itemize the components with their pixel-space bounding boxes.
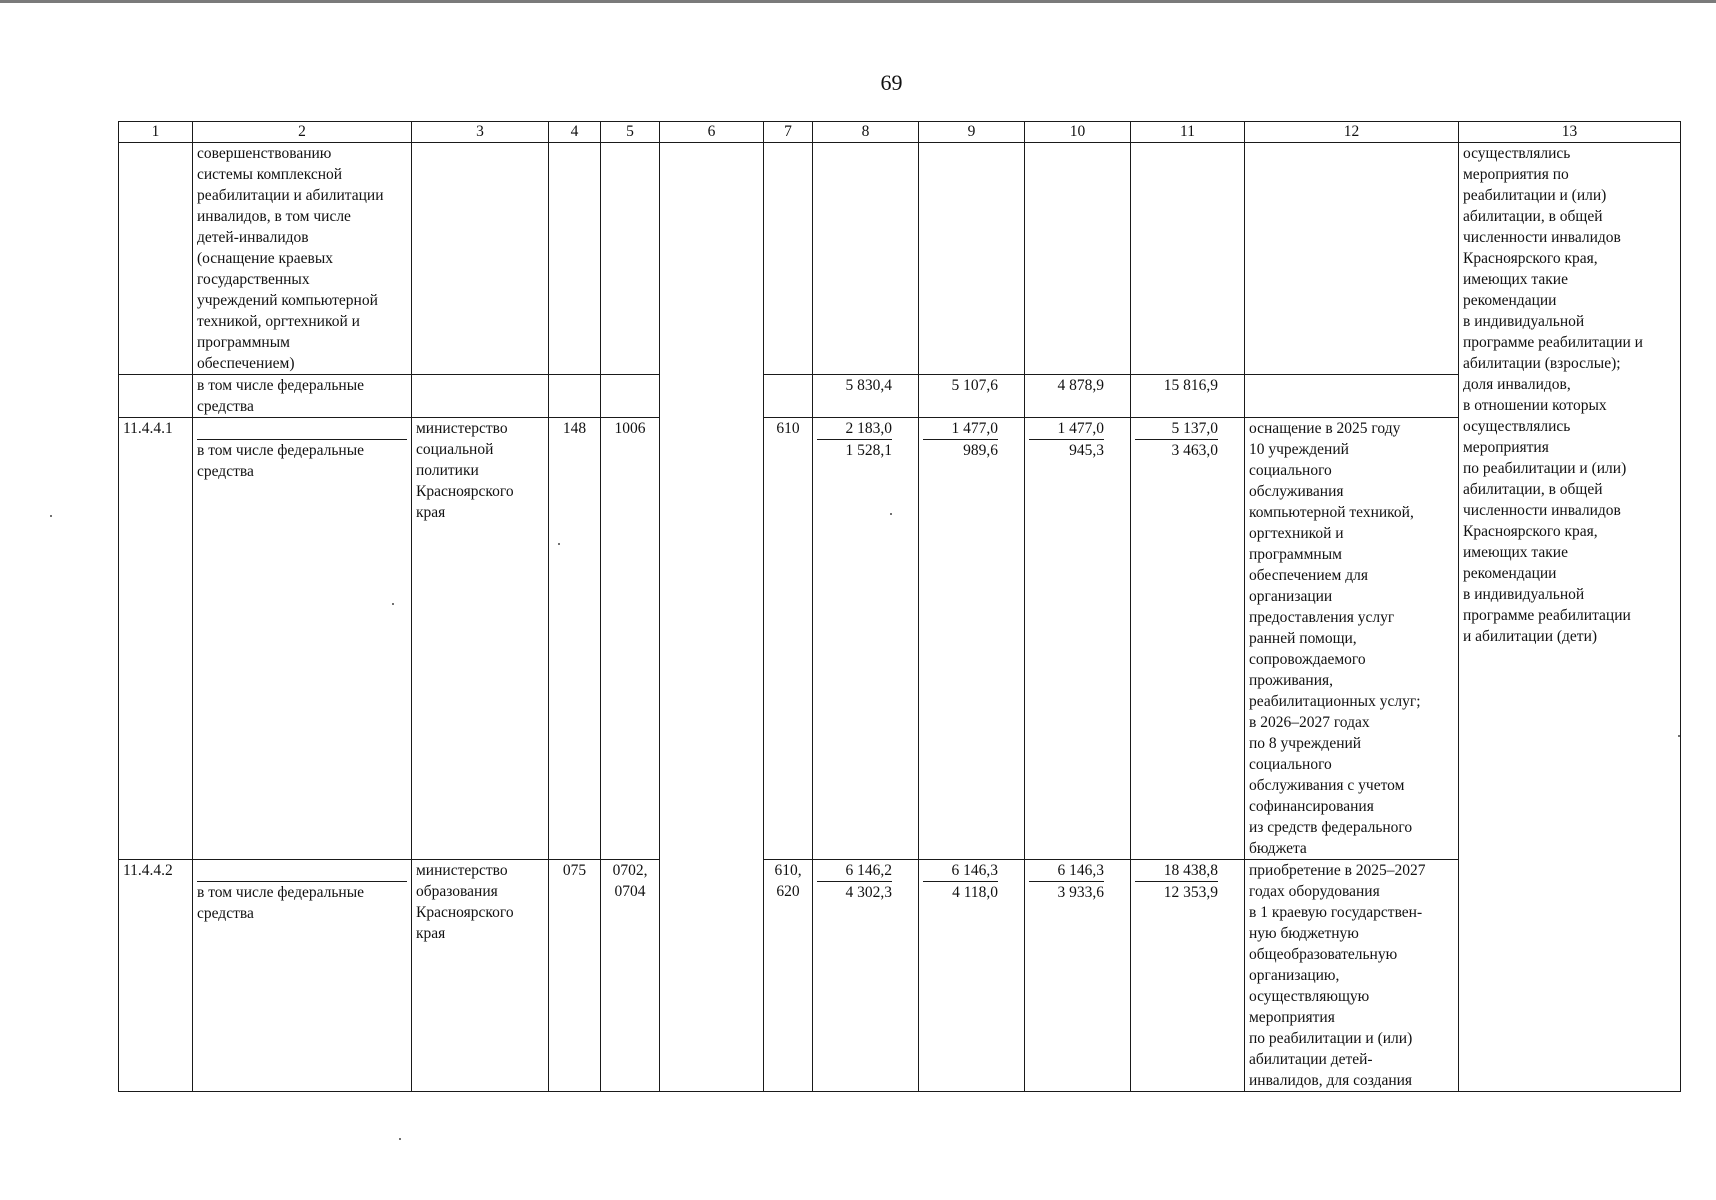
- cell-col11: [1131, 143, 1245, 375]
- header-cell: 13: [1459, 122, 1681, 143]
- scan-top-edge: [0, 0, 1716, 3]
- expense-type: 610: [764, 418, 813, 860]
- cell-col6: [660, 860, 764, 1092]
- cell-col12: [1245, 143, 1459, 375]
- section-code: 0702, 0704: [601, 860, 660, 1092]
- value-2027: 6 146,3 3 933,6: [1025, 860, 1131, 1092]
- expected-result: оснащение в 2025 году 10 учреждений социального обслуживания компьютерной техникой, оргтехникой и программным обеспечением для организации предоставления услуг ранней помощи, сопровождаемого проживания, реабилитационных услуг; в 2026–2027 годах по 8 учреждений социального обслуживания с учетом софинансирования из средств федерального бюджета: [1245, 418, 1459, 860]
- value-2027: 4 878,9: [1025, 375, 1131, 418]
- cell-col7: [764, 143, 813, 375]
- page-number: 69: [880, 70, 903, 95]
- value-2025: 5 830,4: [813, 375, 919, 418]
- header-cell: 11: [1131, 122, 1245, 143]
- cell-col7: [764, 375, 813, 418]
- value-2025: 2 183,0 1 528,1: [813, 418, 919, 860]
- table-header-row: [119, 122, 1681, 143]
- value-total: 5 137,0 3 463,0: [1131, 418, 1245, 860]
- responsible-ministry: министерство социальной политики Красноярского края: [412, 418, 549, 860]
- cell-col5: [601, 375, 660, 418]
- header-cell: 9: [919, 122, 1025, 143]
- header-cell: 3: [412, 122, 549, 143]
- scan-speck: [890, 513, 892, 515]
- header-cell: 10: [1025, 122, 1131, 143]
- federal-funds-label: в том числе федеральные средства: [193, 860, 412, 1092]
- header-cell: 8: [813, 122, 919, 143]
- scan-speck: [558, 543, 560, 545]
- grbs-code: 148: [549, 418, 601, 860]
- value-2026: 6 146,3 4 118,0: [919, 860, 1025, 1092]
- grbs-code: 075: [549, 860, 601, 1092]
- header-cell: 2: [193, 122, 412, 143]
- header-cell: 7: [764, 122, 813, 143]
- cell-col9: [919, 143, 1025, 375]
- header-cell: 12: [1245, 122, 1459, 143]
- cell-col1: [119, 375, 193, 418]
- value-total: 15 816,9: [1131, 375, 1245, 418]
- scan-speck: [392, 603, 394, 605]
- cell-col6: [660, 418, 764, 860]
- value-2025: 6 146,2 4 302,3: [813, 860, 919, 1092]
- table-row-federal-summary: [119, 375, 1681, 418]
- cell-col6: [660, 143, 764, 375]
- header-cell: 6: [660, 122, 764, 143]
- expected-result: приобретение в 2025–2027 годах оборудования в 1 краевую государствен- ную бюджетную общеобразовательную организацию, осуществляющую мероприятия по реабилитации и (или) абилитации детей- инвалидов, для создания: [1245, 860, 1459, 1092]
- table-row-continued: [119, 143, 1681, 375]
- header-cell: 5: [601, 122, 660, 143]
- table-row-11441: [119, 418, 1681, 860]
- responsible-ministry: министерство образования Красноярского края: [412, 860, 549, 1092]
- scan-speck: [50, 515, 52, 517]
- federal-funds-label: в том числе федеральные средства: [193, 418, 412, 860]
- measure-description: совершенствованию системы комплексной реабилитации и абилитации инвалидов, в том числе детей-инвалидов (оснащение краевых государственных учреждений компьютерной техникой, оргтехникой и программным обеспечением): [193, 143, 412, 375]
- scan-speck: [399, 1138, 401, 1140]
- value-2026: 1 477,0 989,6: [919, 418, 1025, 860]
- cell-col4: [549, 375, 601, 418]
- cell-col12: [1245, 375, 1459, 418]
- table-row-11442: [119, 860, 1681, 1092]
- indicator-description: осуществлялись мероприятия по реабилитации и (или) абилитации, в общей численности инвалидов Красноярского края, имеющих такие рекомендации в индивидуальной программе реабилитации и абилитации (взрослые); доля инвалидов, в отношении которых осуществлялись мероприятия по реабилитации и (или) абилитации, в общей численности инвалидов Красноярского края, имеющих такие рекомендации в индивидуальной программе реабилитации и абилитации (дети): [1459, 143, 1681, 1092]
- value-total: 18 438,8 12 353,9: [1131, 860, 1245, 1092]
- value-2027: 1 477,0 945,3: [1025, 418, 1131, 860]
- federal-funds-label: в том числе федеральные средства: [193, 375, 412, 418]
- cell-col10: [1025, 143, 1131, 375]
- cell-col6: [660, 375, 764, 418]
- header-cell: 1: [119, 122, 193, 143]
- cell-col3: [412, 143, 549, 375]
- cell-col5: [601, 143, 660, 375]
- cell-col1: [119, 143, 193, 375]
- expense-type: 610, 620: [764, 860, 813, 1092]
- cell-col3: [412, 375, 549, 418]
- budget-table: [118, 121, 1681, 1092]
- row-number: 11.4.4.1: [119, 418, 193, 860]
- row-number: 11.4.4.2: [119, 860, 193, 1092]
- cell-col4: [549, 143, 601, 375]
- header-cell: 4: [549, 122, 601, 143]
- value-2026: 5 107,6: [919, 375, 1025, 418]
- scan-speck: [1678, 735, 1680, 737]
- section-code: 1006: [601, 418, 660, 860]
- cell-col8: [813, 143, 919, 375]
